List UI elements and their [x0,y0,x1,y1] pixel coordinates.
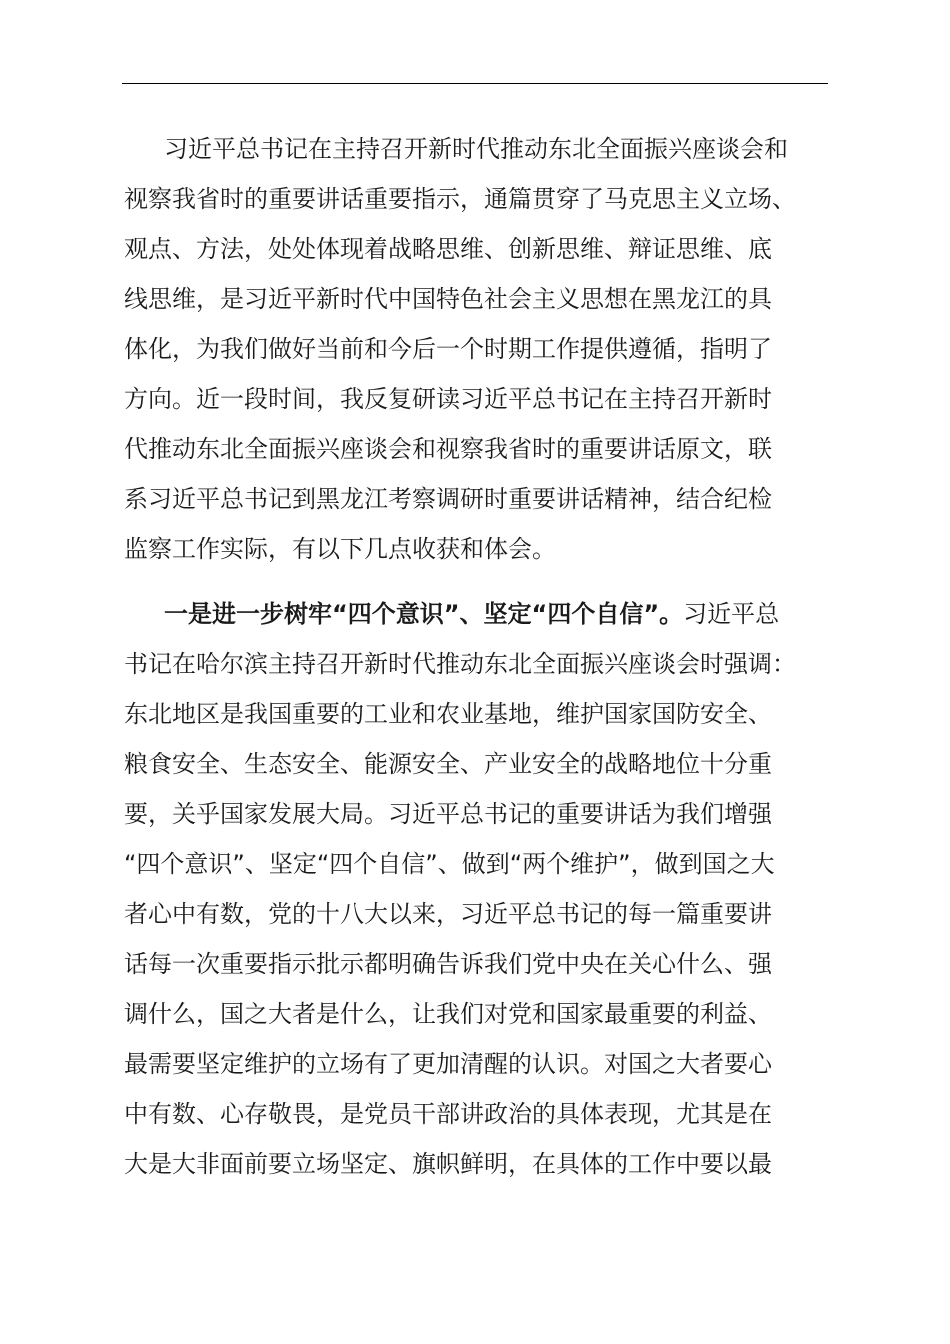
text-line: 话每一次重要指示批示都明确告诉我们党中央在关心什么、强 [124,950,772,978]
text-line: 最需要坚定维护的立场有了更加清醒的认识。对国之大者要心 [124,1050,772,1078]
text-line [124,589,828,639]
text-line: 调什么，国之大者是什么，让我们对党和国家最重要的利益、 [124,1000,772,1028]
text-line: 习近平总书记在主持召开新时代推动东北全面振兴座谈会和 [164,135,788,163]
text-line: 线思维，是习近平新时代中国特色社会主义思想在黑龙江的具 [124,285,772,313]
paragraph-point-one [124,589,828,1189]
section-heading: 一是进一步树牢“四个意识”、坚定“四个自信”。 [164,600,684,628]
heading-trailing-text: 习近平总 [683,600,780,628]
text-line: 观点、方法，处处体现着战略思维、创新思维、辩证思维、底 [124,235,772,263]
text-line: 方向。近一段时间，我反复研读习近平总书记在主持召开新时 [124,385,772,413]
text-line: 书记在哈尔滨主持召开新时代推动东北全面振兴座谈会时强调： [124,650,796,678]
text-line: 监察工作实际，有以下几点收获和体会。 [124,535,556,563]
text-line: “四个意识”、坚定“四个自信”、做到“两个维护”，做到国之大 [124,850,775,878]
document-body [124,124,828,1189]
text-line: 大是大非面前要立场坚定、旗帜鲜明，在具体的工作中要以最 [124,1150,772,1178]
text-line: 粮食安全、生态安全、能源安全、产业安全的战略地位十分重 [124,750,772,778]
text-line: 体化，为我们做好当前和今后一个时期工作提供遵循，指明了 [124,335,772,363]
header-rule [122,83,828,84]
text-line: 中有数、心存敬畏，是党员干部讲政治的具体表现，尤其是在 [124,1100,772,1128]
text-line: 东北地区是我国重要的工业和农业基地，维护国家国防安全、 [124,700,772,728]
paragraph-intro [124,124,828,574]
text-line: 视察我省时的重要讲话重要指示，通篇贯穿了马克思主义立场、 [124,185,796,213]
text-line: 系习近平总书记到黑龙江考察调研时重要讲话精神，结合纪检 [124,485,772,513]
text-line: 者心中有数，党的十八大以来，习近平总书记的每一篇重要讲 [124,900,772,928]
text-line: 要，关乎国家发展大局。习近平总书记的重要讲话为我们增强 [124,800,772,828]
text-line: 代推动东北全面振兴座谈会和视察我省时的重要讲话原文，联 [124,435,772,463]
